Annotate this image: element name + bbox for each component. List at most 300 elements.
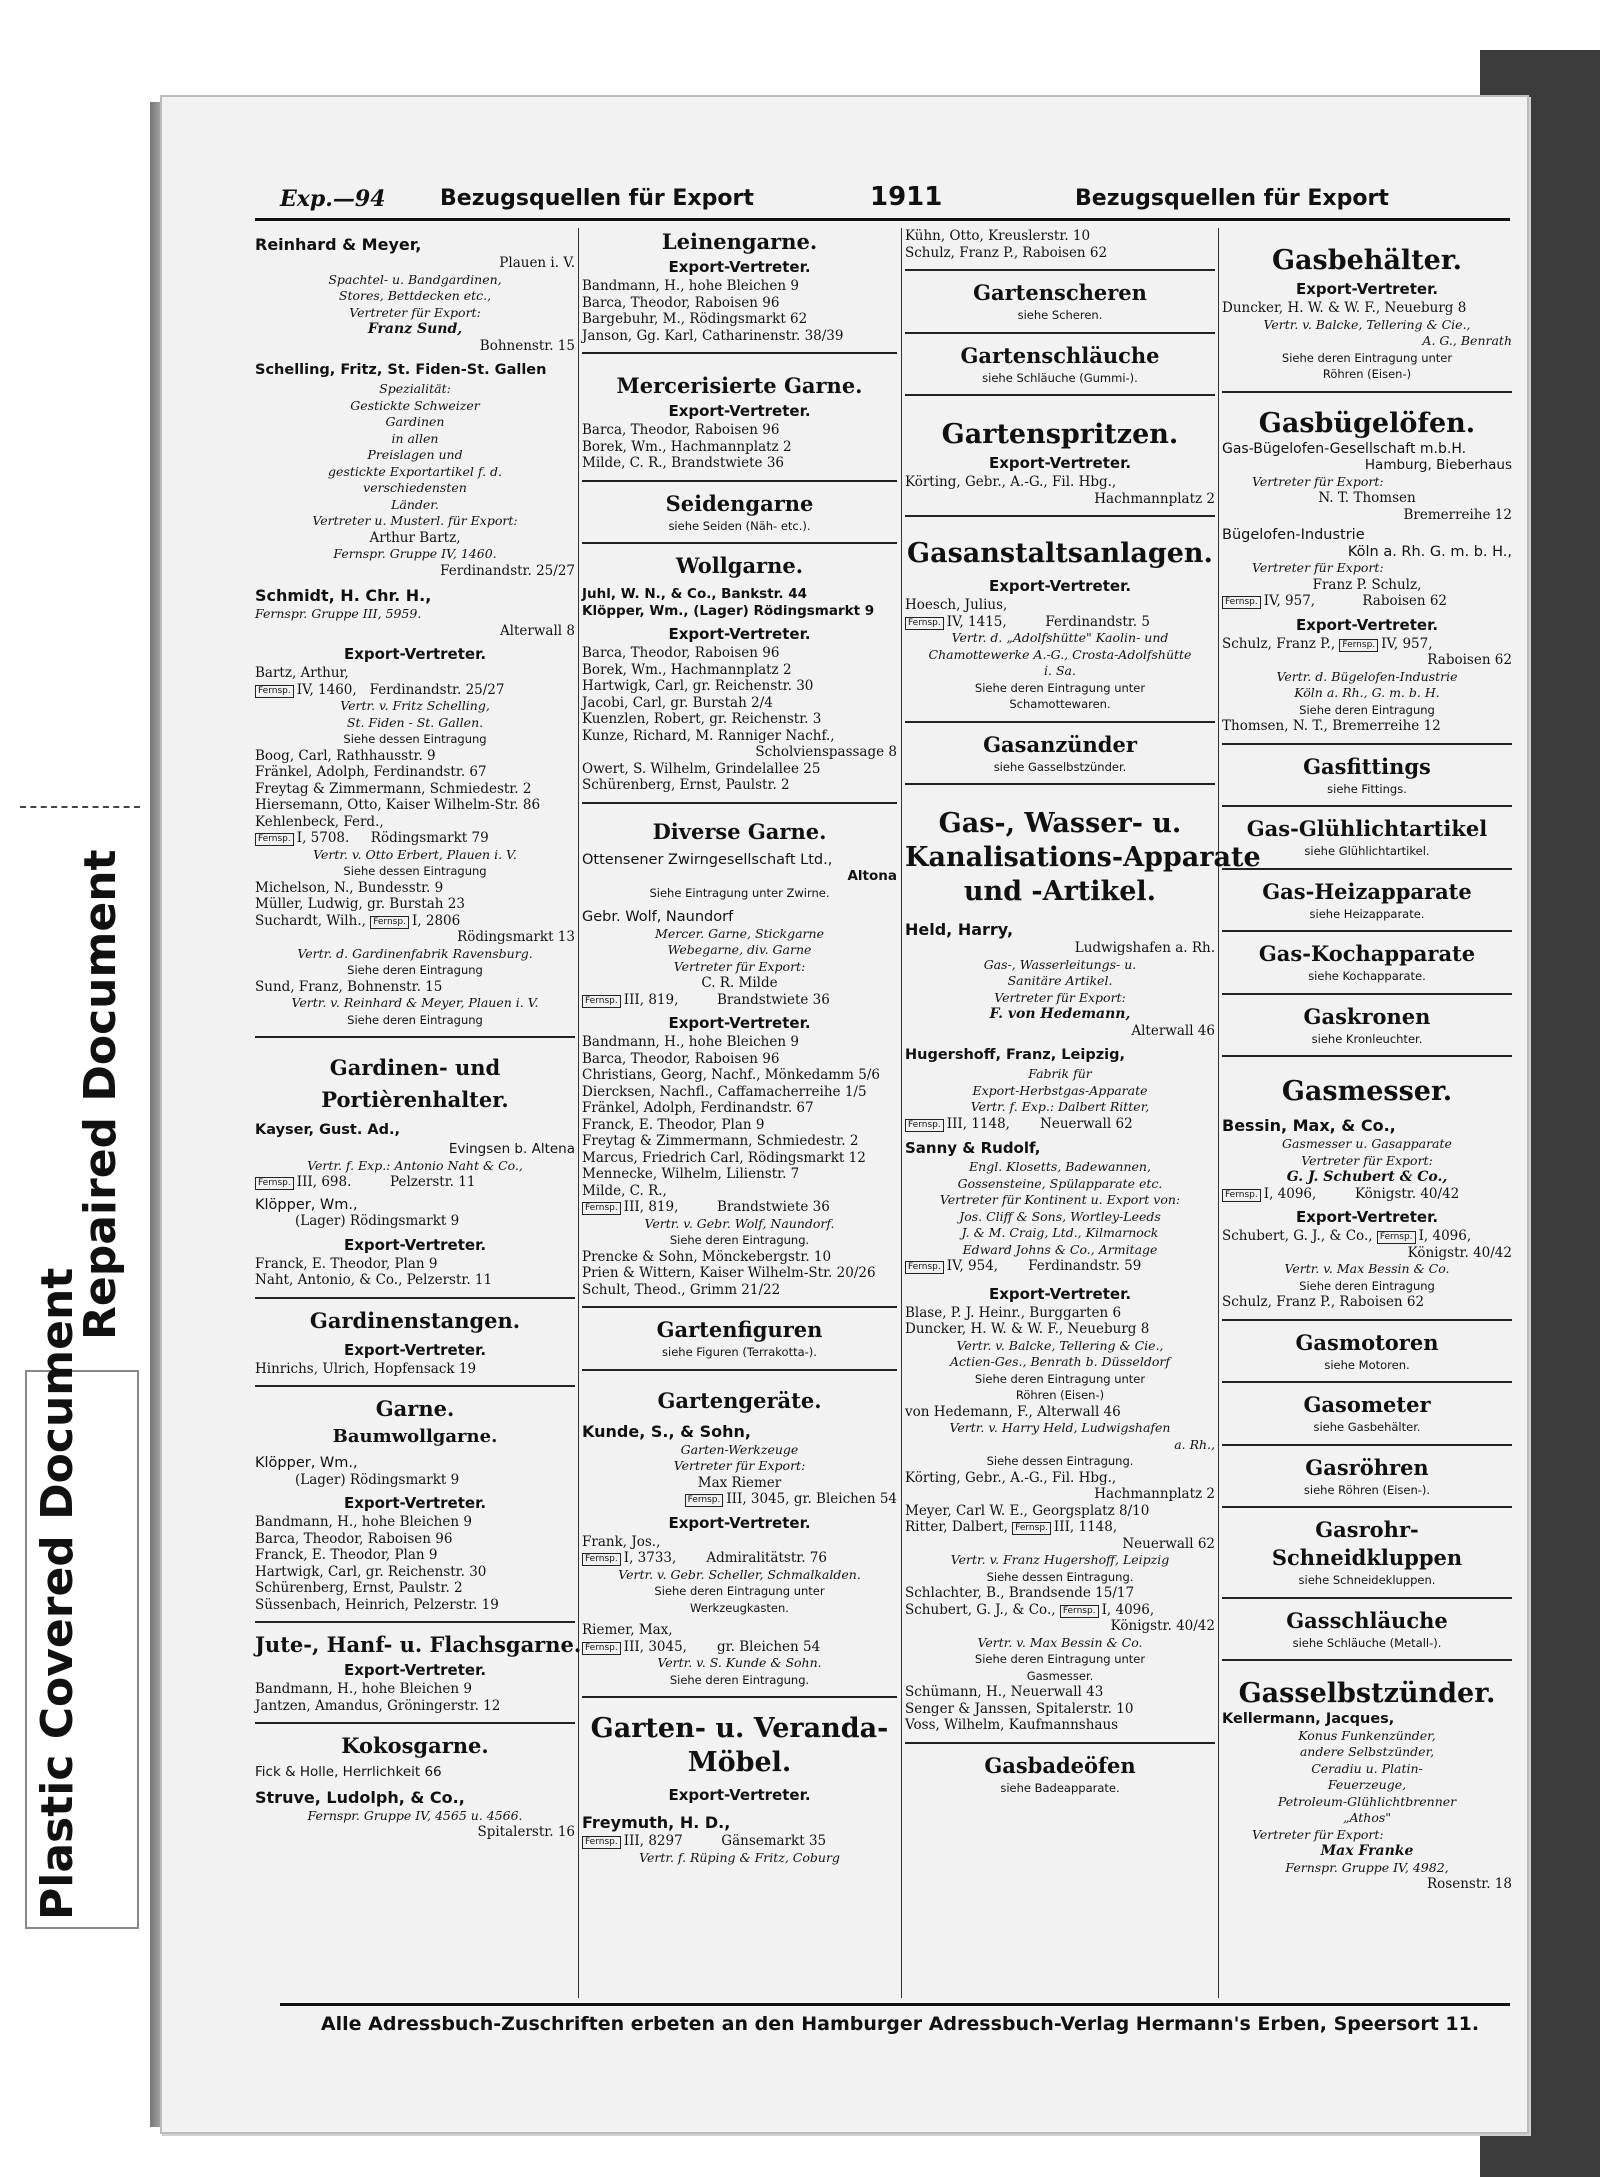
entry-line: Franz P. Schulz, bbox=[1312, 576, 1422, 593]
entry-line: Naht, Antonio, & Co., Pelzerstr. 11 bbox=[255, 1272, 493, 1288]
entry-line: Diercksen, Nachfl., Caffamacherreihe 1/5 bbox=[582, 1083, 867, 1100]
entry-address: gr. Bleichen 54 bbox=[717, 1638, 821, 1655]
entry-line: IV, 957, bbox=[1263, 593, 1316, 609]
entry-name: Klöpper, Wm., bbox=[255, 1455, 358, 1471]
section-rule bbox=[905, 269, 1215, 271]
entry-address: Alterwall 46 bbox=[1131, 1022, 1215, 1039]
section-heading: Gasröhren bbox=[1305, 1454, 1429, 1480]
entry-description: Länder. bbox=[391, 496, 439, 512]
entry-description: Export-Herbstgas-Apparate bbox=[972, 1082, 1148, 1098]
section-heading: Gas-, Wasser- u. bbox=[938, 808, 1182, 839]
section-see-also: siehe Röhren (Eisen-). bbox=[1303, 1482, 1431, 1497]
entry-line: Süssenbach, Heinrich, Pelzerstr. 19 bbox=[255, 1596, 499, 1613]
entry-description: Vertr. f. Rüping & Fritz, Coburg bbox=[639, 1849, 840, 1865]
entry-description: St. Fiden - St. Gallen. bbox=[346, 714, 484, 730]
entry-note: Siehe deren Eintragung unter bbox=[1281, 350, 1453, 365]
entry-address: Admiralitätstr. 76 bbox=[706, 1550, 827, 1566]
entry-description: Petroleum-Glühlichtbrenner bbox=[1277, 1793, 1457, 1809]
fernspr-tag: Fernsp. bbox=[582, 1642, 621, 1655]
entry-description: Gossensteine, Spülapparate etc. bbox=[957, 1175, 1163, 1191]
entry-description: Mercer. Garne, Stickgarne bbox=[655, 925, 824, 941]
entry-description: andere Selbstzünder, bbox=[1299, 1744, 1435, 1759]
entry-address: Königstr. 40/42 bbox=[1354, 1185, 1460, 1202]
entry-note: Siehe deren Eintragung unter bbox=[974, 1371, 1146, 1386]
entry-line: Jantzen, Amandus, Gröningerstr. 12 bbox=[255, 1697, 501, 1714]
entry-address: Brandstwiete 36 bbox=[717, 991, 830, 1008]
header-title-right: Bezugsquellen für Export bbox=[1075, 186, 1389, 211]
entry-description: Feuerzeuge, bbox=[1327, 1777, 1407, 1792]
section-subheading: Export-Vertreter. bbox=[1295, 280, 1439, 298]
entry-line: Jacobi, Carl, gr. Burstah 2/4 bbox=[582, 694, 773, 711]
section-heading: Gartenscheren bbox=[973, 280, 1147, 305]
section-heading: Gasrohr- bbox=[1315, 1517, 1419, 1542]
entry-line: IV, 1460, bbox=[296, 681, 357, 698]
repaired-document-label: Repaired Document bbox=[75, 849, 126, 1340]
entry-line: Prencke & Sohn, Mönckebergstr. 10 bbox=[582, 1248, 832, 1265]
entry-description: Vertreter für Export: bbox=[994, 989, 1126, 1005]
entry-description: Vertr. v. Gebr. Scheller, Schmalkalden. bbox=[618, 1566, 861, 1582]
entry-name: Gas-Bügelofen-Gesellschaft m.b.H. bbox=[1222, 440, 1467, 457]
directory-column-4 bbox=[1222, 228, 1512, 1998]
entry-line: Kuenzlen, Robert, gr. Reichenstr. 3 bbox=[582, 711, 822, 727]
entry-description: Fernspr. Gruppe IV, 1460. bbox=[333, 546, 497, 561]
entry-line: Altona bbox=[847, 868, 897, 884]
section-see-also: siehe Kochapparate. bbox=[1308, 969, 1426, 983]
entry-description: Vertreter für Export: bbox=[673, 1458, 806, 1473]
entry-description: Vertreter für Export: bbox=[1252, 473, 1384, 489]
entry-line: Barca, Theodor, Raboisen 96 bbox=[582, 294, 780, 311]
section-rule bbox=[905, 783, 1215, 785]
entry-address: Ferdinandstr. 59 bbox=[1028, 1258, 1142, 1274]
entry-note: Gasmesser. bbox=[1026, 1668, 1094, 1683]
entry-representative: F. von Hedemann, bbox=[989, 1006, 1131, 1022]
entry-description: in allen bbox=[391, 430, 439, 446]
entry-line: Bandmann, H., hohe Bleichen 9 bbox=[255, 1681, 472, 1697]
fernspr-tag: Fernsp. bbox=[685, 1494, 724, 1507]
entry-note: Siehe deren Eintragung bbox=[347, 1012, 483, 1027]
entry-description: verschiedensten bbox=[363, 480, 467, 495]
entry-description: Jos. Cliff & Sons, Wortley-Leeds bbox=[959, 1208, 1161, 1224]
entry-line: III, 819, bbox=[623, 991, 679, 1008]
entry-description: Vertreter für Export: bbox=[673, 958, 806, 974]
entry-note: Siehe deren Eintragung unter bbox=[974, 680, 1146, 695]
entry-line: Körting, Gebr., A.-G., Fil. Hbg., bbox=[905, 474, 1117, 490]
section-see-also: siehe Heizapparate. bbox=[1309, 906, 1425, 921]
entry-note: Siehe deren Eintragung bbox=[1299, 1278, 1435, 1293]
entry-line: Schürenberg, Ernst, Paulstr. 2 bbox=[582, 777, 790, 793]
section-subheading: Export-Vertreter. bbox=[988, 577, 1132, 595]
entry-line: Franck, E. Theodor, Plan 9 bbox=[582, 1116, 765, 1133]
fernspr-tag: Fernsp. bbox=[1012, 1522, 1051, 1535]
entry-description: Vertr. f. Exp.: Antonio Naht & Co., bbox=[307, 1157, 523, 1173]
section-heading: Gas-Heizapparate bbox=[1262, 878, 1472, 904]
column-divider bbox=[578, 228, 579, 1998]
entry-description: Vertr. v. Balcke, Tellering & Cie., bbox=[1263, 316, 1471, 332]
entry-address: Neuerwall 62 bbox=[1122, 1535, 1215, 1552]
entry-address: Rosenstr. 18 bbox=[1427, 1876, 1512, 1892]
entry-address: Raboisen 62 bbox=[1362, 593, 1448, 609]
entry-representative: Max Franke bbox=[1320, 1843, 1414, 1859]
entry-note: Werkzeugkasten. bbox=[690, 1600, 789, 1615]
entry-name: Gebr. Wolf, Naundorf bbox=[582, 909, 734, 925]
section-see-also: siehe Schläuche (Metall-). bbox=[1292, 1635, 1442, 1650]
entry-line: Hoesch, Julius, bbox=[905, 597, 1008, 613]
section-heading: Gardinen- und bbox=[329, 1055, 501, 1080]
entry-description: Actien-Ges., Benrath b. Düsseldorf bbox=[950, 1354, 1170, 1369]
entry-note: Siehe deren Eintragung bbox=[1299, 702, 1435, 717]
entry-line: Blase, P. J. Heinr., Burggarten 6 bbox=[905, 1304, 1122, 1321]
fernspr-tag: Fernsp. bbox=[370, 916, 409, 929]
section-heading: Gasbadeöfen bbox=[984, 1752, 1136, 1778]
entry-description: Stores, Bettdecken etc., bbox=[338, 288, 492, 303]
entry-note: Siehe dessen Eintragung bbox=[343, 732, 487, 746]
section-subheading: Export-Vertreter. bbox=[668, 258, 811, 276]
section-rule bbox=[1222, 1444, 1512, 1446]
section-heading: Gasanstaltsanlagen. bbox=[907, 538, 1213, 569]
entry-note: Siehe deren Eintragung. bbox=[669, 1672, 810, 1687]
section-rule bbox=[255, 1385, 575, 1387]
section-heading: Wollgarne. bbox=[675, 553, 804, 578]
entry-description: Webegarne, div. Garne bbox=[667, 942, 812, 957]
entry-line: Hiersemann, Otto, Kaiser Wilhelm-Str. 86 bbox=[255, 797, 541, 813]
entry-line: III, 1148, bbox=[946, 1115, 1010, 1132]
entry-line: IV, 1415, bbox=[946, 613, 1007, 630]
fernspr-tag: Fernsp. bbox=[582, 1553, 621, 1566]
section-rule bbox=[905, 721, 1215, 723]
entry-line: I, 3733, bbox=[623, 1550, 677, 1566]
section-rule bbox=[1222, 1506, 1512, 1508]
entry-note: Röhren (Eisen-) bbox=[1015, 1388, 1105, 1402]
section-rule bbox=[905, 394, 1215, 396]
entry-line: Suchardt, Wilh., bbox=[255, 912, 366, 929]
entry-name: Schmidt, H. Chr. H., bbox=[255, 586, 432, 605]
entry-address: (Lager) Rödingsmarkt 9 bbox=[295, 1471, 460, 1488]
fernspr-tag: Fernsp. bbox=[1222, 596, 1261, 609]
entry-address: Spitalerstr. 16 bbox=[477, 1824, 575, 1840]
entry-description: „Athos" bbox=[1342, 1810, 1392, 1825]
fernspr-tag: Fernsp. bbox=[905, 617, 944, 630]
section-heading: Gaskronen bbox=[1303, 1003, 1431, 1029]
entry-description: Vertr. v. Fritz Schelling, bbox=[340, 698, 490, 713]
entry-line: Fick & Holle, Herrlichkeit 66 bbox=[255, 1764, 442, 1780]
section-rule bbox=[582, 1696, 897, 1698]
side-label-panel bbox=[0, 780, 145, 1920]
entry-description: Garten-Werkzeuge bbox=[680, 1441, 799, 1457]
section-heading: Gasmesser. bbox=[1281, 1076, 1453, 1107]
entry-line: N. T. Thomsen bbox=[1318, 490, 1416, 506]
section-heading: Mercerisierte Garne. bbox=[616, 373, 863, 398]
section-rule bbox=[582, 542, 897, 544]
entry-description: A. G., Benrath bbox=[1422, 333, 1512, 348]
section-rule bbox=[1222, 391, 1512, 393]
entry-address: Pelzerstr. 11 bbox=[390, 1174, 476, 1190]
section-heading: Gartengeräte. bbox=[657, 1387, 822, 1413]
entry-address: Scholvienspassage 8 bbox=[755, 744, 897, 760]
entry-line: Evingsen b. Altena bbox=[448, 1141, 575, 1157]
entry-address: Alterwall 8 bbox=[499, 622, 575, 639]
entry-line: Janson, Gg. Karl, Catharinenstr. 38/39 bbox=[582, 327, 844, 344]
section-see-also: siehe Glühlichtartikel. bbox=[1304, 844, 1430, 858]
entry-line: Sund, Franz, Bohnenstr. 15 bbox=[255, 978, 443, 995]
entry-line: Bartz, Arthur, bbox=[255, 665, 349, 681]
entry-line: Borek, Wm., Hachmannplatz 2 bbox=[582, 661, 792, 678]
section-heading: Kokosgarne. bbox=[341, 1733, 489, 1758]
entry-description: Edward Johns & Co., Armitage bbox=[962, 1241, 1158, 1257]
entry-address: Brandstwiete 36 bbox=[717, 1199, 830, 1215]
entry-line: Mennecke, Wilhelm, Lilienstr. 7 bbox=[582, 1166, 800, 1182]
section-rule bbox=[255, 1036, 575, 1038]
section-heading: und -Artikel. bbox=[963, 876, 1157, 907]
entry-line: Barca, Theodor, Raboisen 96 bbox=[255, 1530, 453, 1547]
entry-description: Chamottewerke A.-G., Crosta-Adolfshütte bbox=[928, 646, 1192, 662]
entry-address: III, 3045, gr. Bleichen 54 bbox=[726, 1491, 897, 1507]
fernspr-tag: Fernsp. bbox=[582, 995, 621, 1008]
entry-description: Gasmesser u. Gasapparate bbox=[1282, 1136, 1452, 1151]
entry-line: Fränkel, Adolph, Ferdinandstr. 67 bbox=[255, 764, 487, 780]
section-heading: Möbel. bbox=[687, 1747, 792, 1778]
header-year: 1911 bbox=[870, 182, 943, 212]
entry-line: Kunze, Richard, M. Ranniger Nachf., bbox=[582, 727, 835, 744]
section-see-also: siehe Figuren (Terrakotta-). bbox=[662, 1345, 817, 1359]
section-heading: Gasschläuche bbox=[1286, 1607, 1448, 1633]
section-rule bbox=[1222, 1055, 1512, 1057]
entry-line: Hinrichs, Ulrich, Hopfensack 19 bbox=[255, 1360, 477, 1377]
section-heading: Gasanzünder bbox=[983, 731, 1137, 757]
section-see-also: siehe Badeapparate. bbox=[1000, 1780, 1120, 1795]
entry-line: Schulz, Franz P., Raboisen 62 bbox=[905, 244, 1108, 261]
page-header bbox=[255, 180, 1510, 220]
section-rule bbox=[582, 1306, 897, 1308]
section-see-also: siehe Gasbehälter. bbox=[1313, 1420, 1421, 1434]
entry-description: Vertr. v. Otto Erbert, Plauen i. V. bbox=[313, 846, 517, 862]
entry-description: gestickte Exportartikel f. d. bbox=[328, 463, 502, 479]
section-rule bbox=[255, 1621, 575, 1623]
footer-rule bbox=[280, 2003, 1510, 2006]
entry-description: Vertr. d. Gardinenfabrik Ravensburg. bbox=[297, 945, 533, 961]
entry-line: III, 3045, bbox=[623, 1638, 687, 1655]
entry-description: Fernspr. Gruppe IV, 4982, bbox=[1285, 1859, 1449, 1875]
entry-name: Bessin, Max, & Co., bbox=[1222, 1116, 1396, 1135]
section-rule bbox=[582, 480, 897, 482]
section-heading: Diverse Garne. bbox=[652, 818, 827, 844]
entry-line: Hamburg, Bieberhaus bbox=[1364, 457, 1512, 473]
entry-name: Hugershoff, Franz, Leipzig, bbox=[905, 1047, 1125, 1063]
entry-line: Michelson, N., Bundesstr. 9 bbox=[255, 879, 444, 896]
entry-line: Thomsen, N. T., Bremerreihe 12 bbox=[1222, 718, 1441, 734]
entry-line: Arthur Bartz, bbox=[369, 529, 461, 546]
entry-line: Bargebuhr, M., Rödingsmarkt 62 bbox=[582, 311, 808, 327]
section-subheading: Export-Vertreter. bbox=[343, 1661, 487, 1679]
entry-line: Schult, Theod., Grimm 21/22 bbox=[582, 1281, 781, 1298]
entry-description: Vertreter u. Musterl. für Export: bbox=[312, 513, 518, 528]
entry-line: Barca, Theodor, Raboisen 96 bbox=[582, 1050, 780, 1067]
entry-line: Schubert, G. J., & Co., bbox=[905, 1601, 1056, 1618]
entry-line: Ritter, Dalbert, bbox=[905, 1519, 1008, 1535]
entry-name: Held, Harry, bbox=[905, 920, 1014, 939]
header-title-left: Bezugsquellen für Export bbox=[440, 186, 754, 211]
entry-description: Fabrik für bbox=[1028, 1066, 1092, 1081]
section-see-also: siehe Schneidekluppen. bbox=[1298, 1573, 1436, 1587]
entry-address: Ferdinandstr. 25/27 bbox=[369, 681, 505, 698]
page-number: Exp.—94 bbox=[280, 186, 386, 212]
entry-line: Schlachter, B., Brandsende 15/17 bbox=[905, 1585, 1135, 1601]
directory-column-3 bbox=[905, 228, 1261, 1998]
entry-address: Raboisen 62 bbox=[1427, 652, 1512, 668]
entry-line: IV, 954, bbox=[946, 1258, 999, 1274]
section-rule bbox=[1222, 930, 1512, 932]
entry-description: Vertr. v. Reinhard & Meyer, Plauen i. V. bbox=[291, 995, 539, 1010]
entry-line: Franck, E. Theodor, Plan 9 bbox=[255, 1547, 438, 1563]
entry-line: Frank, Jos., bbox=[582, 1533, 661, 1550]
entry-line: Owert, S. Wilhelm, Grindelallee 25 bbox=[582, 760, 821, 777]
entry-description: Preislagen und bbox=[367, 447, 463, 462]
entry-address: Hachmannplatz 2 bbox=[1094, 490, 1215, 507]
section-heading: Garten- u. Veranda- bbox=[590, 1713, 889, 1744]
entry-line: Ludwigshafen a. Rh. bbox=[1074, 940, 1215, 956]
entry-line: I, 4096, bbox=[1418, 1228, 1472, 1244]
entry-note: Siehe deren Eintragung unter bbox=[654, 1584, 825, 1598]
column-divider bbox=[1218, 228, 1219, 1998]
section-heading: Gartenspritzen. bbox=[941, 419, 1179, 450]
entry-name: Reinhard & Meyer, bbox=[255, 235, 422, 254]
entry-line: Schubert, G. J., & Co., bbox=[1222, 1228, 1373, 1244]
entry-line: Müller, Ludwig, gr. Burstah 23 bbox=[255, 896, 465, 912]
section-rule bbox=[1222, 1597, 1512, 1599]
entry-line: Max Riemer bbox=[697, 1474, 782, 1491]
section-heading: Kanalisations-Apparate bbox=[905, 842, 1261, 873]
entry-line: Borek, Wm., Hachmannplatz 2 bbox=[582, 438, 792, 455]
entry-line: Kehlenbeck, Ferd., bbox=[255, 813, 384, 830]
entry-description: Vertr. v. Gebr. Wolf, Naundorf. bbox=[644, 1215, 835, 1231]
section-heading: Gas-Kochapparate bbox=[1258, 941, 1476, 966]
section-rule bbox=[1222, 1381, 1512, 1383]
entry-name: Sanny & Rudolf, bbox=[905, 1139, 1041, 1157]
entry-line: I, 4096, bbox=[1101, 1601, 1155, 1618]
entry-description: Vertr. v. S. Kunde & Sohn. bbox=[657, 1655, 822, 1670]
entry-line: Barca, Theodor, Raboisen 96 bbox=[582, 645, 780, 661]
entry-line: Körting, Gebr., A.-G., Fil. Hbg., bbox=[905, 1469, 1117, 1486]
entry-description: Vertr. f. Exp.: Dalbert Ritter, bbox=[970, 1099, 1150, 1114]
entry-note: Röhren (Eisen-) bbox=[1322, 367, 1412, 381]
entry-line: C. R. Milde bbox=[701, 975, 778, 991]
entry-description: Vertreter für Export: bbox=[1252, 1826, 1384, 1842]
entry-description: Vertr. v. Max Bessin & Co. bbox=[1284, 1261, 1450, 1276]
fernspr-tag: Fernsp. bbox=[905, 1261, 944, 1274]
entry-note: Siehe dessen Eintragung bbox=[343, 864, 487, 878]
section-rule bbox=[582, 1369, 897, 1371]
section-see-also: siehe Fittings. bbox=[1327, 781, 1407, 796]
entry-name: Klöpper, Wm., bbox=[255, 1196, 358, 1213]
section-rule bbox=[255, 1722, 575, 1724]
section-subheading: Export-Vertreter. bbox=[668, 1513, 811, 1532]
entry-name: Klöpper, Wm., (Lager) Rödingsmarkt 9 bbox=[582, 602, 875, 619]
section-heading: Gardinenstangen. bbox=[309, 1307, 521, 1333]
entry-address: Königstr. 40/42 bbox=[1407, 1244, 1512, 1261]
entry-name: Kayser, Gust. Ad., bbox=[255, 1122, 401, 1138]
entry-description: Vertreter für Export: bbox=[349, 304, 481, 320]
entry-address: (Lager) Rödingsmarkt 9 bbox=[295, 1213, 460, 1229]
fernspr-tag: Fernsp. bbox=[905, 1119, 944, 1132]
fernspr-tag: Fernsp. bbox=[582, 1836, 621, 1849]
section-subheading: Export-Vertreter. bbox=[1295, 615, 1439, 634]
section-subheading: Export-Vertreter. bbox=[343, 1235, 487, 1254]
section-heading: Gasfittings bbox=[1303, 753, 1431, 779]
entry-description: Vertreter für Export: bbox=[1252, 560, 1384, 575]
entry-name: Bügelofen-Industrie bbox=[1222, 527, 1365, 543]
entry-line: Barca, Theodor, Raboisen 96 bbox=[582, 422, 780, 438]
entry-line: Boog, Carl, Rathhausstr. 9 bbox=[255, 747, 436, 764]
entry-description: a. Rh., bbox=[1174, 1436, 1215, 1452]
entry-address: Ferdinandstr. 5 bbox=[1045, 613, 1150, 630]
entry-note: Siehe dessen Eintragung. bbox=[986, 1569, 1134, 1584]
section-rule bbox=[582, 802, 897, 804]
entry-name: Köln a. Rh. G. m. b. H., bbox=[1347, 543, 1512, 560]
section-heading: Gasbehälter. bbox=[1272, 245, 1462, 276]
entry-description: Konus Funkenzünder, bbox=[1298, 1727, 1436, 1743]
section-see-also: siehe Schläuche (Gummi-). bbox=[982, 370, 1138, 385]
section-heading: Garne. bbox=[375, 1396, 455, 1421]
entry-line: Duncker, H. W. & W. F., Neueburg 8 bbox=[905, 1321, 1150, 1337]
section-heading: Gartenfiguren bbox=[656, 1317, 823, 1342]
entry-description: Vertr. v. Harry Held, Ludwigshafen bbox=[949, 1420, 1171, 1435]
entry-line: I, 4096, bbox=[1263, 1185, 1317, 1202]
entry-line: Bandmann, H., hohe Bleichen 9 bbox=[582, 278, 799, 294]
entry-description: Spachtel- u. Bandgardinen, bbox=[328, 271, 502, 287]
section-see-also: siehe Scheren. bbox=[1017, 308, 1103, 322]
section-subheading: Export-Vertreter. bbox=[668, 1014, 811, 1032]
entry-line: Freytag & Zimmermann, Schmiedestr. 2 bbox=[582, 1133, 859, 1149]
entry-line: Schümann, H., Neuerwall 43 bbox=[905, 1684, 1104, 1700]
entry-name: Kellermann, Jacques, bbox=[1222, 1711, 1395, 1727]
section-rule bbox=[1222, 868, 1512, 870]
section-see-also: siehe Seiden (Näh- etc.). bbox=[668, 518, 811, 533]
entry-line: Freytag & Zimmermann, Schmiedestr. 2 bbox=[255, 780, 532, 797]
entry-note: Siehe deren Eintragung unter bbox=[974, 1652, 1146, 1666]
entry-line: Riemer, Max, bbox=[582, 1622, 673, 1638]
header-rule bbox=[255, 218, 1510, 221]
entry-line: Meyer, Carl W. E., Georgsplatz 8/10 bbox=[905, 1502, 1150, 1519]
entry-description: Vertreter für Kontinent u. Export von: bbox=[939, 1192, 1181, 1207]
entry-line: III, 698. bbox=[296, 1174, 352, 1190]
section-see-also: siehe Gasselbstzünder. bbox=[993, 759, 1127, 774]
entry-line: Senger & Janssen, Spitalerstr. 10 bbox=[905, 1700, 1134, 1717]
section-subheading: Export-Vertreter. bbox=[988, 454, 1132, 472]
entry-note: Siehe Eintragung unter Zwirne. bbox=[649, 885, 830, 900]
entry-name: Schelling, Fritz, St. Fiden-St. Gallen bbox=[255, 362, 547, 378]
entry-line: Duncker, H. W. & W. F., Neueburg 8 bbox=[1222, 300, 1467, 316]
entry-address: Rödingsmarkt 79 bbox=[370, 830, 489, 846]
entry-description: Engl. Klosetts, Badewannen, bbox=[969, 1159, 1151, 1174]
entry-name: Kunde, S., & Sohn, bbox=[582, 1421, 751, 1441]
section-see-also: siehe Kronleuchter. bbox=[1311, 1031, 1423, 1046]
entry-line: Hartwigk, Carl, gr. Reichenstr. 30 bbox=[582, 678, 814, 694]
section-rule bbox=[1222, 1659, 1512, 1661]
entry-address: Hachmannplatz 2 bbox=[1094, 1486, 1215, 1502]
entry-description: Sanitäre Artikel. bbox=[1007, 973, 1113, 988]
entry-line: Bandmann, H., hohe Bleichen 9 bbox=[582, 1034, 799, 1050]
fernspr-tag: Fernsp. bbox=[1060, 1605, 1099, 1618]
directory-column-2 bbox=[582, 228, 897, 1998]
entry-description: Vertr. v. Balcke, Tellering & Cie., bbox=[956, 1337, 1164, 1353]
section-rule bbox=[582, 352, 897, 354]
fernspr-tag: Fernsp. bbox=[1222, 1189, 1261, 1202]
section-heading: Gasmotoren bbox=[1295, 1329, 1439, 1355]
section-subheading: Export-Vertreter. bbox=[988, 1284, 1132, 1303]
entry-line: Franck, E. Theodor, Plan 9 bbox=[255, 1255, 438, 1272]
section-heading: Gartenschläuche bbox=[960, 342, 1160, 368]
section-heading: Portièrenhalter. bbox=[321, 1087, 509, 1112]
entry-description: Vertr. v. Max Bessin & Co. bbox=[977, 1634, 1143, 1650]
